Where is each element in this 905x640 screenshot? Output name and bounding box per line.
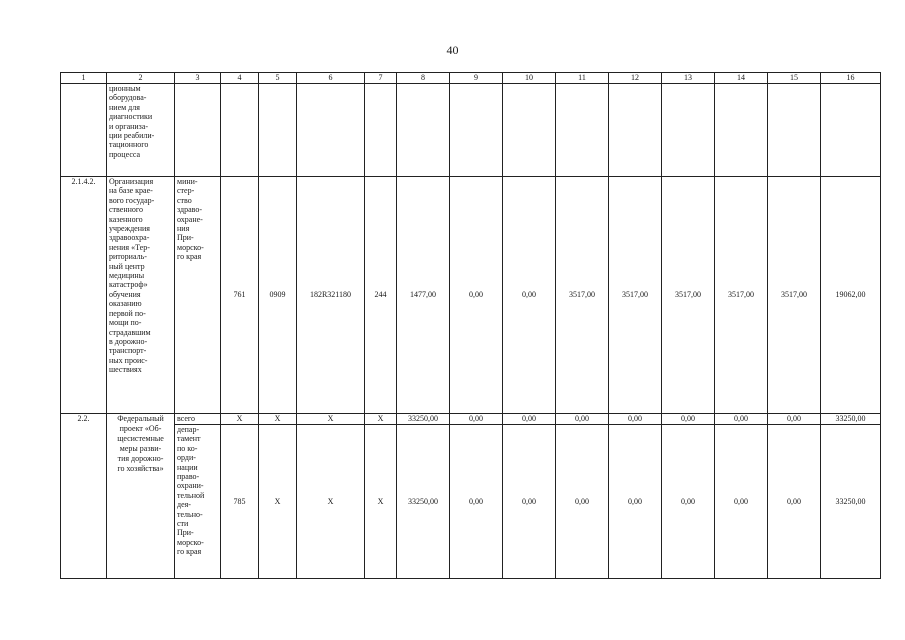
table-cell	[556, 84, 609, 177]
row-name: Организация на базе крае- вого государ- ственного казенного учреждения здравоохра- нения «Тер- риториаль- ный центр медицины катастроф» обучения оказанию первой по- мощи по- страдавшим в дорожно- транспорт- ных проис- шествиях	[107, 177, 175, 414]
table-cell: 3517,00	[715, 177, 768, 414]
table-cell: 0,00	[662, 414, 715, 425]
table-cell: 33250,00	[397, 414, 450, 425]
table-cell	[221, 84, 259, 177]
table-cell	[768, 84, 821, 177]
column-header: 9	[450, 73, 503, 84]
column-header: 7	[365, 73, 397, 84]
table-cell	[259, 84, 297, 177]
table-cell: 0,00	[609, 414, 662, 425]
column-header: 12	[609, 73, 662, 84]
table-cell: 3517,00	[768, 177, 821, 414]
budget-table	[60, 72, 881, 579]
table-cell	[609, 84, 662, 177]
table-cell: 0,00	[768, 414, 821, 425]
table-cell: 1477,00	[397, 177, 450, 414]
column-header: 3	[175, 73, 221, 84]
page-number: 40	[446, 43, 459, 57]
table-cell: 0,00	[768, 425, 821, 579]
table-cell: 761	[221, 177, 259, 414]
table-header-row	[61, 73, 881, 84]
table-cell: X	[259, 425, 297, 579]
column-header: 4	[221, 73, 259, 84]
table-cell	[503, 84, 556, 177]
row-code: 2.1.4.2.	[61, 177, 107, 414]
row-name: Федеральный проект «Об- щесистемные меры разви- тия дорожно- го хозяйства»	[107, 414, 175, 579]
table-cell: 0909	[259, 177, 297, 414]
table-cell: 0,00	[715, 414, 768, 425]
column-header: 5	[259, 73, 297, 84]
table-cell: X	[365, 414, 397, 425]
table-cell	[397, 84, 450, 177]
table-cell: 33250,00	[397, 425, 450, 579]
table-cell	[365, 84, 397, 177]
column-header: 8	[397, 73, 450, 84]
table-row	[61, 425, 881, 579]
table-row	[61, 84, 881, 177]
table-cell: 182R321180	[297, 177, 365, 414]
column-header: 15	[768, 73, 821, 84]
table-cell: 3517,00	[556, 177, 609, 414]
table-cell: 19062,00	[821, 177, 881, 414]
table-cell: 0,00	[662, 425, 715, 579]
table-cell: X	[365, 425, 397, 579]
column-header: 10	[503, 73, 556, 84]
table-cell: 785	[221, 425, 259, 579]
row-executor: мини- стер- ство здраво- охране- ния При- морско- го края	[175, 177, 221, 414]
row-executor	[175, 84, 221, 177]
table-cell: X	[221, 414, 259, 425]
table-cell: 33250,00	[821, 414, 881, 425]
table-cell	[821, 84, 881, 177]
column-header: 6	[297, 73, 365, 84]
row-executor: всего	[175, 414, 221, 425]
column-header: 13	[662, 73, 715, 84]
table-cell: 0,00	[556, 414, 609, 425]
column-header: 1	[61, 73, 107, 84]
table-cell: 0,00	[503, 177, 556, 414]
table-cell: 0,00	[450, 414, 503, 425]
table-cell	[450, 84, 503, 177]
table-cell: 0,00	[715, 425, 768, 579]
table-row	[61, 414, 881, 425]
row-code	[61, 84, 107, 177]
table-cell: 33250,00	[821, 425, 881, 579]
column-header: 11	[556, 73, 609, 84]
table-cell: X	[297, 414, 365, 425]
table-cell: X	[297, 425, 365, 579]
table-row	[61, 177, 881, 414]
table-cell: 0,00	[556, 425, 609, 579]
table-cell: X	[259, 414, 297, 425]
table-cell: 3517,00	[609, 177, 662, 414]
column-header: 14	[715, 73, 768, 84]
table-cell	[662, 84, 715, 177]
row-code: 2.2.	[61, 414, 107, 579]
column-header: 16	[821, 73, 881, 84]
table-cell: 0,00	[503, 425, 556, 579]
table-cell	[297, 84, 365, 177]
table-cell: 0,00	[609, 425, 662, 579]
table-cell: 0,00	[503, 414, 556, 425]
table-cell: 3517,00	[662, 177, 715, 414]
table-cell: 244	[365, 177, 397, 414]
table-cell	[715, 84, 768, 177]
table-cell: 0,00	[450, 177, 503, 414]
row-name: ционным оборудова- нием для диагностики и организа- ции реабили- тационного процесса	[107, 84, 175, 177]
row-executor: депар- тамент по ко- орди- нации право- охрани- тельной дея- тельно- сти При- морско- го края	[175, 425, 221, 579]
column-header: 2	[107, 73, 175, 84]
table-cell: 0,00	[450, 425, 503, 579]
